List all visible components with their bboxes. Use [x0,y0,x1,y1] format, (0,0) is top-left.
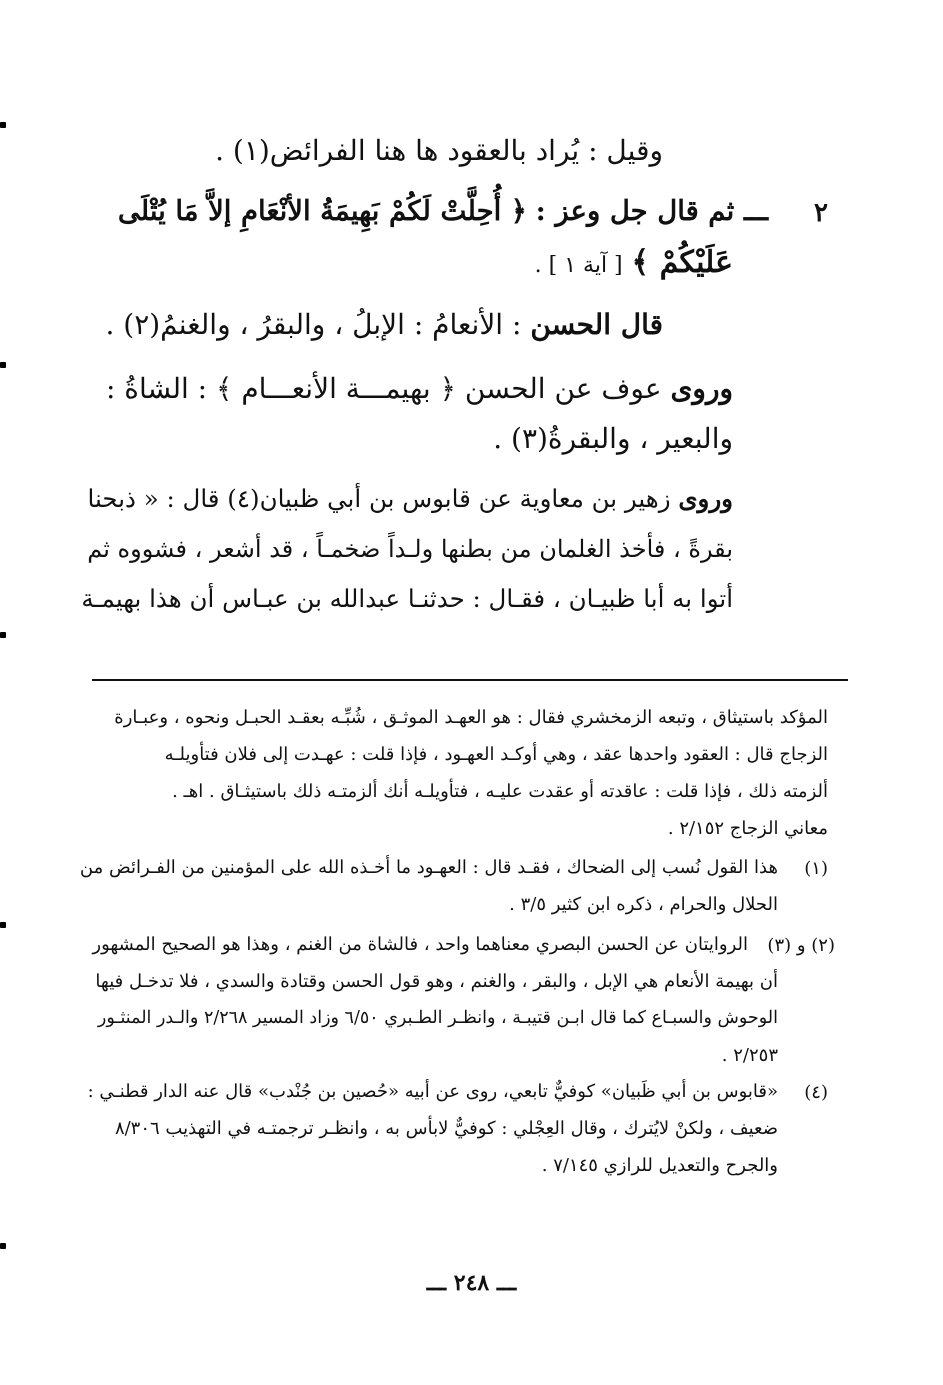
margin-mark [0,632,6,638]
footnote-1-number: (١) [804,858,828,879]
paragraph-1: وقيل : يُراد بالعقود ها هنا الفرائض(١) . [215,134,663,167]
footnote-2-3-line: الروايتان عن الحسن البصري معناهما واحد ، فالشاة من الغنم ، وهذا هو الصحيح المشهور [92,934,748,955]
footnote-continued-line: ألزمته ذلك ، فإذا قلت : عاقدته أو عقدت عليـه ، فتأويلـه أنك ألزمتـه ذلك باستيثـاق . اهـ . [172,781,828,802]
quran-quote-end: عَلَيْكُمْ ﴾ [631,245,733,280]
footnote-4-line: «قابوس بن أبي ظَبيان» كوفيٌّ تابعي، روى عن أبيه «حُصين بن جُنْدب» قال عنه الدار قطنـي : [87,1081,778,1102]
margin-mark [0,122,6,128]
paragraph-hasan [105,310,663,341]
item-2-line-1 [118,196,768,226]
paragraph-lead: قال الحسن [530,308,663,341]
item-2-intro: ـــ ثم قال جل وعز : [535,195,768,227]
margin-mark [0,922,6,928]
paragraph-zuhayr-line-1 [88,486,733,513]
paragraph-awf-line-1 [106,374,733,405]
footnote-2-3-line: الوحوش والسبـاع كما قال ابـن قتيبـة ، وانظـر الطـبري ٦/٥٠ وزاد المسير ٢/٢٦٨ والـدر المنثـور [97,1008,778,1028]
paragraph-zuhayr-line-3: أتوا به أبا ظبيـان ، فقـال : حدثنـا عبدالله بن عبـاس أن هذا بهيمـة [81,584,733,613]
footnote-continued-line: المؤكد باستيثاق ، وتبعه الزمخشري فقال : هو العهـد الموثـق ، شُبِّـه بعقـد الحبـل ونحوه ، وعبـارة [114,707,828,728]
paragraph-lead: وروى [678,484,733,513]
verse-reference: [ آية ١ ] . [534,253,623,278]
paragraph-zuhayr-line-2: بقرةً ، فأخذ الغلمان من بطنها ولـداً ضخمـاً ، قد أشعر ، فشووه ثم [87,535,733,563]
paragraph-lead: وروى [670,372,733,405]
page-number: ـــ ٢٤٨ ـــ [426,1270,517,1296]
paragraph-awf-line-2: والبعير ، والبقرةُ(٣) . [493,422,733,455]
footnote-4-number: (٤) [804,1082,828,1103]
margin-mark [0,1243,6,1249]
footnote-continued-line: معاني الزجاج ٢/١٥٢ . [667,818,828,839]
footnote-4-line: ضعيف ، ولكنْ لايُترك ، وقال العِجْلي : كوفيٌّ لابأس به ، وانظـر ترجمتـه في التهذيب ٨/٣٠٦ [114,1118,778,1139]
footnote-continued-line: الزجاج قال : العقود واحدها عقد ، وهي أوكـد العهـود ، فإذا قلت : عهـدت إلى فلان فتأويلـه [164,744,828,765]
footnote-separator [92,679,848,681]
footnote-1-line: هذا القول نُسب إلى الضحاك ، فقـد قال : العهـود ما أخـذه الله على المؤمنين من الفـرائض من [79,857,778,878]
footnote-2-3-line: ٢/٢٥٣ . [721,1045,778,1066]
paragraph-text: زهير بن معاوية عن قابوس بن أبي ظبيان(٤) قال : « ذبحنا [87,484,671,513]
margin-mark [0,362,6,368]
footnote-2-3-line: أن بهيمة الأنعام هي الإبل ، والبقر ، والغنم ، وهو قول الحسن وقتادة والسدي ، فلا تدخـل فيها [95,971,778,992]
footnote-2-3-number: (٢) و (٣) [767,935,835,956]
footnote-1-line: الحلال والحرام ، ذكره ابن كثير ٣/٥ . [509,894,778,915]
paragraph-text: عوف عن الحسن ﴿ بهيمـــة الأنعـــام ﴾ : الشاةُ : [105,372,662,405]
quran-quote: ﴿ أُحِلَّتْ لَكُمْ بَهِيمَةُ الأنْعَامِ إلاَّ مَا يُتْلَى [117,195,527,227]
item-number: ٢ [814,198,828,228]
paragraph-text: : الأنعامُ : الإبلُ ، والبقرُ ، والغنمُ(٢) . [105,308,522,341]
footnote-4-line: والجرح والتعديل للرازي ٧/١٤٥ . [541,1155,778,1176]
item-2-line-2 [535,246,733,279]
